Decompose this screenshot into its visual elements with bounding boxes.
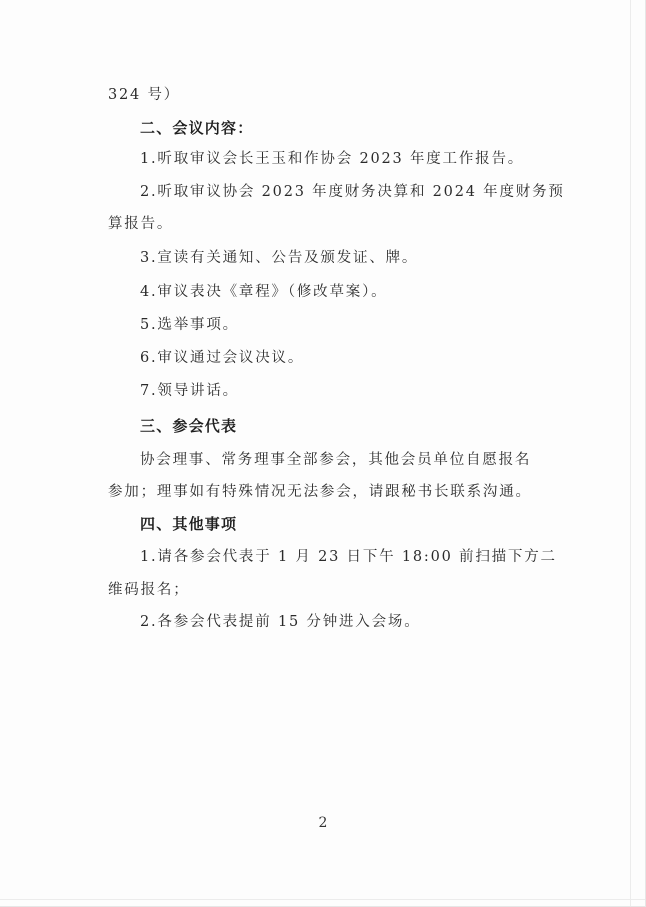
agenda-item-6: 6.审议通过会议决议。 xyxy=(140,350,305,366)
attendees-paragraph-line2: 参加；理事如有特殊情况无法参会，请跟秘书长联系沟通。 xyxy=(108,484,532,500)
page-number: 2 xyxy=(318,815,328,831)
section-heading-other-matters: 四、其他事项 xyxy=(140,515,238,533)
section-heading-meeting-content: 二、会议内容： xyxy=(140,119,254,137)
continuation-line: 324 号） xyxy=(108,87,181,103)
scan-edge-right xyxy=(630,0,631,907)
agenda-item-2-line1: 2.听取审议协会 2023 年度财务决算和 2024 年度财务预 xyxy=(140,184,565,200)
other-item-1-line1: 1.请各参会代表于 1 月 23 日下午 18:00 前扫描下方二 xyxy=(140,549,557,565)
attendees-paragraph-line1: 协会理事、常务理事全部参会，其他会员单位自愿报名 xyxy=(140,452,532,468)
agenda-item-7: 7.领导讲话。 xyxy=(140,383,239,399)
section-heading-attendees: 三、参会代表 xyxy=(140,417,238,435)
agenda-item-5: 5.选举事项。 xyxy=(140,317,239,333)
agenda-item-1: 1.听取审议会长王玉和作协会 2023 年度工作报告。 xyxy=(140,151,525,167)
scan-edge-bottom xyxy=(0,899,646,900)
agenda-item-2-line2: 算报告。 xyxy=(108,216,174,232)
other-item-2: 2.各参会代表提前 15 分钟进入会场。 xyxy=(140,614,421,630)
agenda-item-3: 3.宣读有关通知、公告及颁发证、牌。 xyxy=(140,250,419,266)
other-item-1-line2: 维码报名； xyxy=(108,582,190,598)
agenda-item-4: 4.审议表决《章程》（修改草案）。 xyxy=(140,284,388,300)
